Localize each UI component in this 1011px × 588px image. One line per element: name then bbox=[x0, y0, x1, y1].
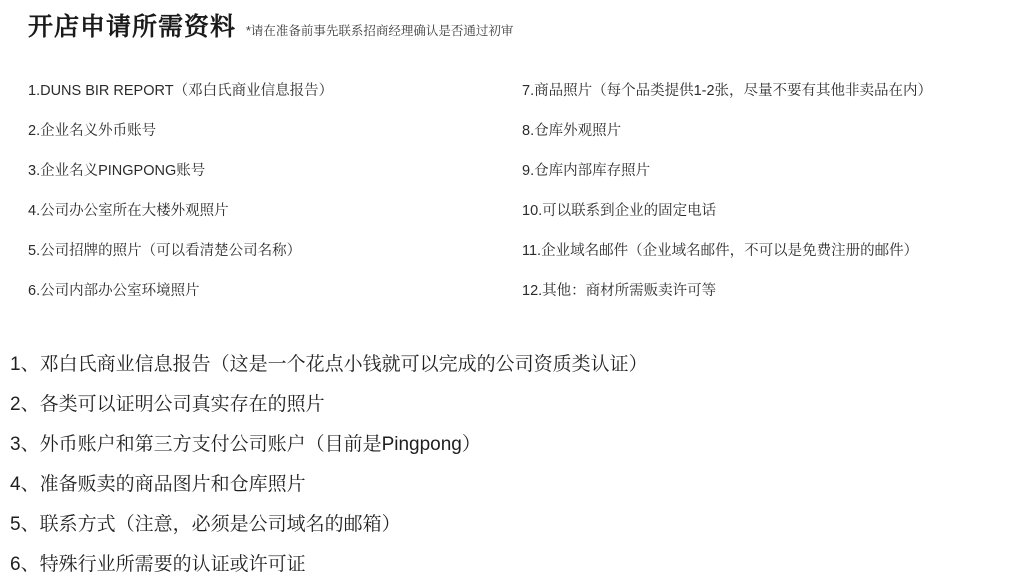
list-item: 9.仓库内部库存照片 bbox=[522, 163, 651, 180]
list-item: 5.公司招牌的照片（可以看清楚公司名称） bbox=[28, 243, 302, 260]
list-item: 2.企业名义外币账号 bbox=[28, 123, 157, 140]
list-item: 5、联系方式（注意，必须是公司域名的邮箱） bbox=[10, 514, 401, 536]
materials-column-right bbox=[522, 72, 1002, 312]
document-header bbox=[28, 14, 513, 42]
list-item: 6、特殊行业所需要的认证或许可证 bbox=[10, 554, 306, 576]
list-item: 2、各类可以证明公司真实存在的照片 bbox=[10, 394, 325, 416]
page-title: 开店申请所需资料 bbox=[28, 13, 237, 41]
list-item: 4.公司办公室所在大楼外观照片 bbox=[28, 203, 229, 220]
list-item: 8.仓库外观照片 bbox=[522, 123, 622, 140]
summary-list bbox=[10, 345, 1000, 585]
list-item: 4、准备贩卖的商品图片和仓库照片 bbox=[10, 474, 306, 496]
list-item: 7.商品照片（每个品类提供1-2张，尽量不要有其他非卖品在内） bbox=[522, 83, 933, 100]
list-item: 3.企业名义PINGPONG账号 bbox=[28, 163, 206, 180]
list-item: 6.公司内部办公室环境照片 bbox=[28, 283, 200, 300]
list-item: 11.企业域名邮件（企业域名邮件，不可以是免费注册的邮件） bbox=[522, 243, 919, 260]
list-item: 10.可以联系到企业的固定电话 bbox=[522, 203, 717, 220]
list-item: 1、邓白氏商业信息报告（这是一个花点小钱就可以完成的公司资质类认证） bbox=[10, 354, 648, 376]
list-item: 3、外币账户和第三方支付公司账户（目前是Pingpong） bbox=[10, 434, 481, 456]
list-item: 12.其他：商材所需贩卖许可等 bbox=[522, 283, 717, 300]
materials-column-left bbox=[28, 72, 508, 312]
header-note: *请在准备前事先联系招商经理确认是否通过初审 bbox=[246, 23, 514, 38]
materials-list bbox=[0, 72, 1011, 312]
list-item: 1.DUNS BIR REPORT（邓白氏商业信息报告） bbox=[28, 83, 334, 100]
